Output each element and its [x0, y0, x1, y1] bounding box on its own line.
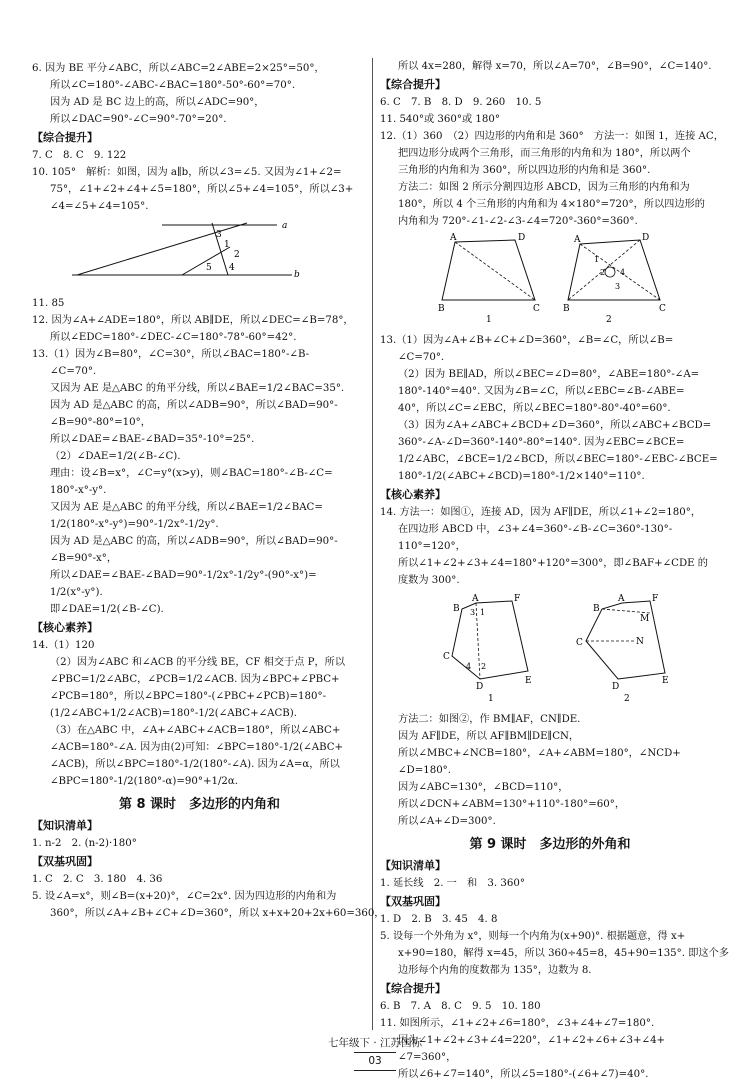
- answer-line: 180°-140°=40°. 又因为∠B=∠C，所以∠EBC=∠B-∠ABE=: [398, 386, 685, 397]
- answer-line: 所以∠DCN+∠ABM=130°+110°-180°=60°，: [398, 799, 626, 810]
- figure: [32, 217, 367, 293]
- figure-label: 3: [470, 608, 476, 617]
- figure-label: 2: [624, 694, 630, 703]
- figure-label: B: [453, 604, 460, 614]
- page-footer: 七年级下 · 江苏国标: [327, 1037, 422, 1049]
- figure-label: N: [636, 637, 644, 647]
- answer-line: （3）因为∠A+∠ABC+∠BCD+∠D=360°，所以∠ABC+∠BCD=: [398, 420, 712, 431]
- section-heading: 【知识清单】: [32, 819, 98, 832]
- figure-label: C: [533, 304, 540, 314]
- figure-label: B: [563, 304, 570, 314]
- answer-line: 所以∠MBC+∠NCB=180°，∠A+∠ABM=180°，∠NCD+: [398, 748, 681, 759]
- answer-line: 方法二：如图②，作 BM∥AF，CN∥DE.: [398, 714, 581, 725]
- figure-label: B: [593, 604, 600, 614]
- figure-hexagons: [380, 591, 720, 703]
- figure-label: b: [294, 270, 300, 280]
- answer-line: 11. 85: [32, 298, 65, 309]
- answer-line: 所以∠C=180°-∠ABC-∠BAC=180°-50°-60°=70°.: [50, 80, 296, 91]
- figure-label: A: [472, 594, 479, 604]
- figure-label: C: [659, 304, 666, 314]
- answer-line: 理由：设∠B=x°，∠C=y°(x>y)，则∠BAC=180°-∠B-∠C=: [50, 468, 333, 479]
- figure-label: 1: [224, 240, 230, 250]
- answer-line: 因为 AD 是△ABC 的高，所以∠ADB=90°，所以∠BAD=90°-: [50, 400, 338, 411]
- figure-label: D: [476, 682, 484, 692]
- figure-label: D: [612, 682, 620, 692]
- answer-line: 因为 AD 是△ABC 的高，所以∠ADB=90°，所以∠BAD=90°-: [50, 536, 338, 547]
- answer-line: 5. 设∠A=x°，则∠B=(x+20)°，∠C=2x°. 因为四边形的内角和为: [32, 891, 337, 902]
- figure-label: A: [450, 233, 457, 243]
- answer-line: ∠PCB=180°，所以∠BPC=180°-(∠PBC+∠PCB)=180°-: [50, 691, 327, 702]
- answer-line: 14. 方法一：如图①，连接 AD，因为 AF∥DE，所以∠1+∠2=180°，: [380, 507, 702, 518]
- section-heading: 【知识清单】: [380, 859, 446, 872]
- answer-line: 即∠DAE=1/2(∠B-∠C).: [50, 604, 164, 615]
- answer-line: 12.（1）360 （2）四边形的内角和是 360° 方法一：如图 1，连接 AC，: [380, 131, 724, 142]
- answer-line: 11. 如图所示，∠1+∠2+∠6=180°，∠3+∠4+∠7=180°.: [380, 1018, 655, 1029]
- answer-line: 12. 因为∠A+∠ADE=180°，所以 AB∥DE，所以∠DEC=∠B=78°，: [32, 315, 354, 326]
- figure-label: 4: [229, 263, 235, 273]
- figure-label: 2: [481, 662, 487, 671]
- answer-line: （2）因为∠ABC 和∠ACB 的平分线 BE，CF 相交于点 P，所以: [50, 657, 346, 668]
- answer-line: 所以∠6+∠7=140°，所以∠5=180°-(∠6+∠7)=40°.: [398, 1069, 649, 1080]
- answer-line: ∠B=90°-80°=10°，: [50, 417, 151, 428]
- figure-label: A: [574, 235, 581, 245]
- answer-line: （2）因为 BE∥AD，所以∠BEC=∠D=80°，∠ABE=180°-∠A=: [398, 369, 700, 380]
- answer-line: 所以∠1+∠2+∠3+∠4=180°+120°=300°，即∠BAF+∠CDE 的: [398, 558, 708, 569]
- figure-label: 1: [480, 608, 486, 617]
- section-heading: 【双基巩固】: [380, 895, 446, 908]
- figure-label: C: [443, 652, 450, 662]
- answer-line: 13.（1）因为∠A+∠B+∠C+∠D=360°，∠B=∠C，所以∠B=: [380, 335, 674, 346]
- figure: [380, 591, 720, 709]
- answer-line: 因为∠1+∠2+∠3+∠4=220°，∠1+∠2+∠6+∠3+∠4+: [398, 1035, 666, 1046]
- answer-line: x+90=180，解得 x=45，所以 360÷45=8，45+90=135°. 即这个多: [398, 948, 729, 959]
- section-heading: 【综合提升】: [380, 78, 446, 91]
- answer-line: 14.（1）120: [32, 640, 95, 651]
- figure-label: 1: [486, 315, 492, 324]
- figure-label: F: [652, 594, 659, 604]
- answer-line: ∠7=360°，: [398, 1052, 457, 1063]
- answer-line: ∠C=70°.: [50, 366, 97, 377]
- answer-line: 所以 4x=280，解得 x=70，所以∠A=70°，∠B=90°，∠C=140°.: [398, 61, 712, 72]
- answer-line: 又因为 AE 是△ABC 的角平分线，所以∠BAE=1/2∠BAC=35°.: [50, 383, 345, 394]
- answer-line: 1/2(180°-x°-y°)=90°-1/2x°-1/2y°.: [50, 519, 219, 530]
- answer-line: ∠BPC=180°-1/2(180°-α)=90°+1/2α.: [50, 776, 239, 787]
- answer-line: 1. C 2. C 3. 180 4. 36: [32, 874, 163, 885]
- answer-line: 度数为 300°.: [398, 575, 460, 586]
- answer-line: 所以∠DAC=90°-∠C=90°-70°=20°.: [50, 114, 227, 125]
- answer-line: ∠B=90°-x°，: [50, 553, 118, 564]
- answer-line: 1/2∠ABC，∠BCE=1/2∠BCD，所以∠BEC=180°-∠EBC-∠BCE=: [398, 454, 718, 465]
- answer-line: ∠C=70°.: [398, 352, 445, 363]
- answer-line: 因为 AD 是 BC 边上的高，所以∠ADC=90°，: [50, 97, 265, 108]
- answer-line: 180°-x°-y°.: [50, 485, 107, 496]
- answer-line: 1. 延长线 2. 一 和 3. 360°: [380, 878, 525, 889]
- lesson-title: 第 9 课时 多边形的外角和: [469, 837, 631, 852]
- answer-line: 6. 因为 BE 平分∠ABC，所以∠ABC=2∠ABE=2×25°=50°，: [32, 63, 325, 74]
- answer-line: 180°，所以 4 个三角形的内角和为 4×180°=720°，所以四边形的: [398, 199, 705, 210]
- answer-line: 所以∠DAE=∠BAE-∠BAD=35°-10°=25°.: [50, 434, 255, 445]
- answer-line: 7. C 8. C 9. 122: [32, 150, 127, 161]
- answer-line: （3）在△ABC 中，∠A+∠ABC+∠ACB=180°，所以∠ABC+: [50, 725, 341, 736]
- figure-label: M: [640, 614, 650, 624]
- answer-line: 1. n-2 2. (n-2)·180°: [32, 838, 137, 849]
- answer-line: 1. D 2. B 3. 45 4. 8: [380, 914, 498, 925]
- answer-line: 内角和为 720°-∠1-∠2-∠3-∠4=720°-360°=360°.: [398, 216, 638, 227]
- answer-line: ∠PBC=1/2∠ABC，∠PCB=1/2∠ACB. 因为∠BPC+∠PBC+: [50, 674, 340, 685]
- figure-label: 5: [206, 263, 212, 273]
- answer-line: 75°，∠1+∠2+∠4+∠5=180°，所以∠5+∠4=105°，所以∠3+: [50, 184, 354, 195]
- page-number-text: 03: [354, 1052, 395, 1071]
- figure-label: 4: [466, 662, 472, 671]
- answer-line: 所以∠EDC=180°-∠DEC-∠C=180°-78°-60°=42°.: [50, 332, 297, 343]
- answer-line: 把四边形分成两个三角形，而三角形的内角和为 180°，所以两个: [398, 148, 691, 159]
- figure-label: D: [518, 233, 526, 243]
- answer-line: 方法二：如图 2 所示分割四边形 ABCD，因为三角形的内角和为: [398, 182, 690, 193]
- answer-line: ∠D=180°.: [398, 765, 452, 776]
- answer-line: 又因为 AE 是△ABC 的角平分线，所以∠BAE=1/2∠BAC=: [50, 502, 323, 513]
- figure-label: 4: [620, 268, 626, 277]
- answer-line: 5. 设每一个外角为 x°，则每一个内角为(x+90)°. 根据题意，得 x+: [380, 931, 686, 942]
- section-heading: 【双基巩固】: [32, 855, 98, 868]
- answer-line: 360°，所以∠A+∠B+∠C+∠D=360°，所以 x+x+20+2x+60=360，: [50, 908, 385, 919]
- section-heading: 【综合提升】: [380, 982, 446, 995]
- answer-line: 360°-∠A-∠D=360°-140°-80°=140°. 因为∠EBC=∠BCE=: [398, 437, 685, 448]
- figure-label: F: [514, 594, 521, 604]
- answer-line: 180°-1/2(∠ABC+∠BCD)=180°-1/2×140°=110°.: [398, 471, 645, 482]
- answer-line: 6. B 7. A 8. C 9. 5 10. 180: [380, 1001, 541, 1012]
- figure-label: 2: [606, 315, 612, 324]
- figure-label: D: [642, 233, 650, 243]
- answer-line: 因为∠ABC=130°，∠BCD=110°，: [398, 782, 569, 793]
- left-column: [32, 60, 385, 922]
- answer-line: 6. C 7. B 8. D 9. 260 10. 5: [380, 97, 542, 108]
- section-heading: 【核心素养】: [380, 488, 446, 501]
- answer-line: ∠ACB)，所以∠BPC=180°-1/2(180°-∠A). 因为∠A=α，所以: [50, 759, 340, 770]
- figure-parallel-lines: [32, 217, 352, 287]
- answer-line: 因为 AF∥DE，所以 AF∥BM∥DE∥CN，: [398, 731, 580, 742]
- answer-line: 在四边形 ABCD 中，∠3+∠4=360°-∠B-∠C=360°-130°-: [398, 524, 673, 535]
- answer-line: 11. 540°或 360°或 180°: [380, 114, 500, 125]
- figure: [380, 232, 720, 330]
- figure-label: E: [525, 676, 532, 686]
- figure-label: B: [438, 304, 445, 314]
- page-number: [0, 1052, 750, 1071]
- figure-label: 1: [488, 694, 494, 703]
- right-column: [380, 58, 729, 1083]
- answer-line: 1/2(x°-y°).: [50, 587, 103, 598]
- answer-line: ∠4=∠5+∠4=105°.: [50, 201, 149, 212]
- section-heading: 【综合提升】: [32, 131, 98, 144]
- figure-label: 1: [594, 255, 600, 264]
- figure-label: C: [576, 638, 583, 648]
- figure-label: E: [662, 676, 669, 686]
- answer-line: 10. 105° 解析：如图，因为 a∥b，所以∠3=∠5. 又因为∠1+∠2=: [32, 167, 342, 178]
- figure-label: 2: [600, 268, 606, 277]
- answer-line: 13.（1）因为∠B=80°，∠C=30°，所以∠BAC=180°-∠B-: [32, 349, 310, 360]
- lesson-title: 第 8 课时 多边形的内角和: [118, 797, 281, 812]
- answer-line: ∠ACB=180°-∠A. 因为由(2)可知：∠BPC=180°-1/2(∠ABC+: [50, 742, 344, 753]
- column-divider: [372, 58, 373, 1030]
- answer-line: 40°，所以∠C=∠EBC，所以∠BEC=180°-80°-40°=60°.: [398, 403, 671, 414]
- figure-label: A: [618, 594, 625, 604]
- answer-line: 所以∠DAE=∠BAE-∠BAD=90°-1/2x°-1/2y°-(90°-x°)=: [50, 570, 317, 581]
- answer-line: 三角形的内角和为 360°，所以四边形的内角和是 360°.: [398, 165, 651, 176]
- answer-line: （2）∠DAE=1/2(∠B-∠C).: [50, 451, 181, 462]
- section-heading: 【核心素养】: [32, 621, 98, 634]
- answer-line: (1/2∠ABC+1/2∠ACB)=180°-1/2(∠ABC+∠ACB).: [50, 708, 297, 719]
- figure-label: 2: [234, 250, 240, 260]
- figure-label: a: [282, 221, 288, 231]
- figure-label: 3: [615, 282, 621, 291]
- answer-line: 所以∠A+∠D=300°.: [398, 816, 496, 827]
- figure-label: 3: [216, 230, 222, 240]
- figure-quadrilaterals: [380, 232, 720, 324]
- answer-line: 110°=120°，: [398, 541, 466, 552]
- answer-line: 边形每个内角的度数都为 135°，边数为 8.: [398, 965, 592, 976]
